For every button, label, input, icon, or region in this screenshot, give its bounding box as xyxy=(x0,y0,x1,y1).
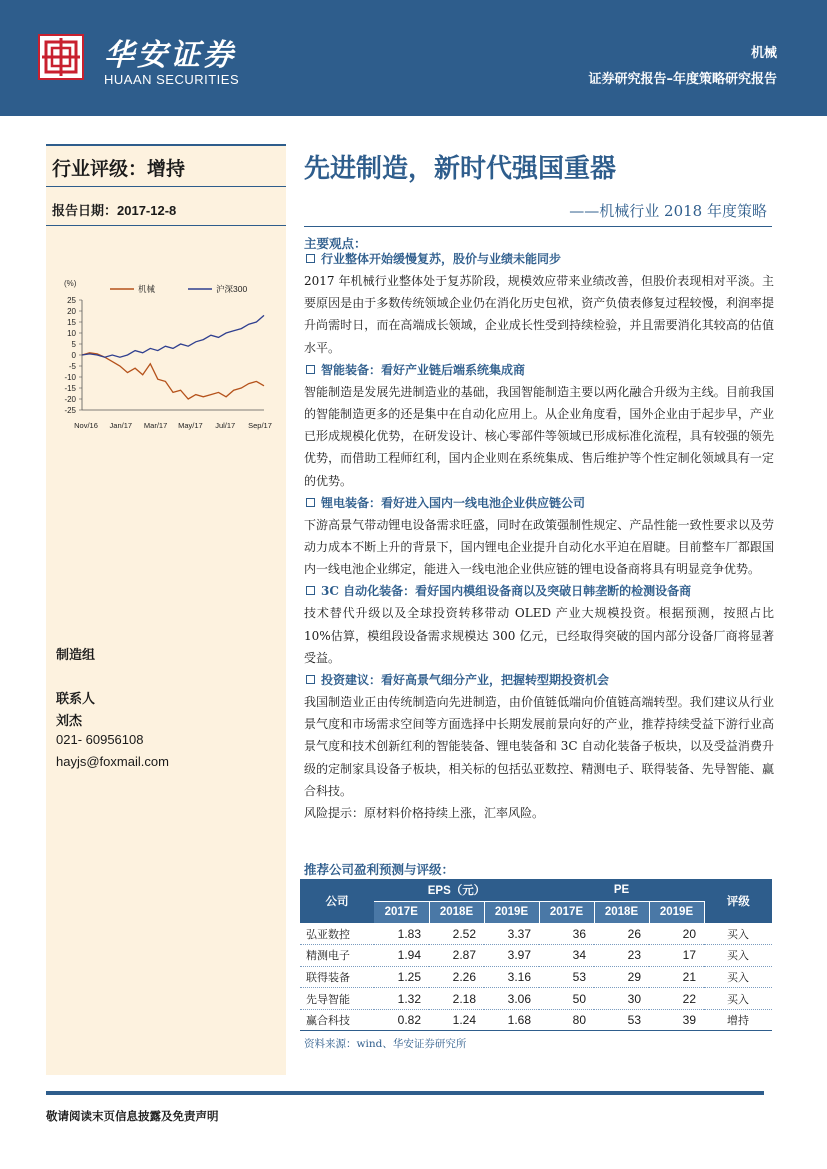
cell: 39 xyxy=(649,1009,704,1031)
chart-y-tick-label: 15 xyxy=(67,318,76,327)
col-year: 2018E xyxy=(429,901,484,923)
cell: 23 xyxy=(594,945,649,967)
chart-y-tick-label: 25 xyxy=(67,296,76,305)
page-header xyxy=(0,0,827,116)
chart-series-line xyxy=(82,353,264,399)
col-year: 2017E xyxy=(539,901,594,923)
cell: 29 xyxy=(594,966,649,988)
chart-legend-label: 机械 xyxy=(138,284,156,294)
cell: 22 xyxy=(649,988,704,1010)
chart-x-tick-label: May/17 xyxy=(178,421,203,430)
logo-icon xyxy=(38,34,84,80)
contact-email[interactable]: hayjs@foxmail.com xyxy=(56,754,169,769)
chart-y-tick-label: -5 xyxy=(68,362,76,371)
chart-x-tick-label: Jan/17 xyxy=(109,421,133,430)
cell: 53 xyxy=(539,966,594,988)
rating-cell: 增持 xyxy=(704,1009,772,1031)
risk-warning: 风险提示：原材料价格持续上涨，汇率风险。 xyxy=(304,806,545,821)
chart-y-tick-label: 5 xyxy=(71,340,76,349)
chart-y-tick-label: 20 xyxy=(67,307,76,316)
section-heading: 锂电装备：看好进入国内一线电池企业供应链公司 xyxy=(304,492,774,514)
cell: 1.83 xyxy=(374,923,429,945)
cell: 34 xyxy=(539,945,594,967)
page-subtitle: ——机械行业 2018 年度策略 xyxy=(569,202,767,220)
main-body xyxy=(304,248,774,824)
table-header-row xyxy=(300,879,772,901)
cell: 21 xyxy=(649,966,704,988)
cell: 30 xyxy=(594,988,649,1010)
logo-english: HUAAN SECURITIES xyxy=(104,72,240,87)
performance-chart xyxy=(52,274,280,444)
chart-series-line xyxy=(82,315,264,357)
col-year: 2018E xyxy=(594,901,649,923)
title-divider xyxy=(304,226,772,227)
industry-rating: 行业评级：增持 xyxy=(46,144,286,187)
table-row xyxy=(300,945,772,967)
chart-y-tick-label: -20 xyxy=(64,395,76,404)
company-name: 赢合科技 xyxy=(300,1009,374,1031)
report-date xyxy=(46,196,286,226)
chart-x-tick-label: Mar/17 xyxy=(143,421,168,430)
col-eps: EPS（元） xyxy=(374,879,539,901)
team-name: 制造组 xyxy=(56,648,96,663)
page-title: 先进制造，新时代强国重器 xyxy=(304,154,617,184)
table-row xyxy=(300,1009,772,1031)
table-row xyxy=(300,923,772,945)
cell: 17 xyxy=(649,945,704,967)
contact-name: 刘杰 xyxy=(56,714,83,729)
chart-y-tick-label: -25 xyxy=(64,406,76,415)
col-rating: 评级 xyxy=(704,879,772,923)
cell: 2.26 xyxy=(429,966,484,988)
rating-cell: 买入 xyxy=(704,945,772,967)
cell: 53 xyxy=(594,1009,649,1031)
chart-unit-label: (%) xyxy=(64,279,77,288)
cell: 3.97 xyxy=(484,945,539,967)
cell: 50 xyxy=(539,988,594,1010)
cell: 3.16 xyxy=(484,966,539,988)
chart-x-tick-label: Sep/17 xyxy=(248,421,272,430)
company-name: 联得装备 xyxy=(300,966,374,988)
section-paragraph: 技术替代升级以及全球投资转移带动 OLED 产业大规模投资。根据预测，按照占比 10%估算，模组段设备需求规模达 300 亿元，已经取得突破的国内部分设备厂商将显著受益。 xyxy=(304,606,774,665)
report-date-value: 2017-12-8 xyxy=(117,203,177,218)
chart-y-tick-label: -10 xyxy=(64,373,76,382)
cell: 0.82 xyxy=(374,1009,429,1031)
cell: 1.32 xyxy=(374,988,429,1010)
contact-label: 联系人 xyxy=(56,692,96,707)
header-sector: 机械 xyxy=(750,46,777,61)
header-report-type: 证券研究报告–年度策略研究报告 xyxy=(588,72,777,87)
cell: 3.06 xyxy=(484,988,539,1010)
cell: 3.37 xyxy=(484,923,539,945)
cell: 1.94 xyxy=(374,945,429,967)
checkbox-bullet-icon xyxy=(306,365,315,374)
table-source: 资料来源：wind、华安证券研究所 xyxy=(304,1038,467,1050)
table-heading: 推荐公司盈利预测与评级： xyxy=(304,862,455,877)
checkbox-bullet-icon xyxy=(306,498,315,507)
chart-x-tick-label: Nov/16 xyxy=(74,421,98,430)
cell: 36 xyxy=(539,923,594,945)
footer-divider xyxy=(46,1091,764,1095)
cell: 1.68 xyxy=(484,1009,539,1031)
chart-legend-label: 沪深300 xyxy=(216,284,248,294)
cell: 26 xyxy=(594,923,649,945)
table-row xyxy=(300,966,772,988)
cell: 80 xyxy=(539,1009,594,1031)
cell: 20 xyxy=(649,923,704,945)
company-name: 先导智能 xyxy=(300,988,374,1010)
section-paragraph: 我国制造业正由传统制造向先进制造，由价值链低端向价值链高端转型。我们建议从行业景气度和市场需求空间等方面选择中长期发展前景向好的产业，推荐持续受益下游行业高景气度和技术创新红利的智能装备、锂电装备和 3C 自动化装备子板块，以及受益消费升级的定制家具设备子板块，相关标的包括弘亚数控、精测电子、联得装备、先导智能、赢合科技。 xyxy=(304,695,774,798)
section-heading: 投资建议：看好高景气细分产业，把握转型期投资机会 xyxy=(304,669,774,691)
col-company: 公司 xyxy=(300,879,374,923)
chart-x-tick-label: Jul/17 xyxy=(215,421,236,430)
col-pe: PE xyxy=(539,879,704,901)
footer-disclaimer[interactable]: 敬请阅读末页信息披露及免责声明 xyxy=(46,1109,219,1123)
performance-chart-svg xyxy=(52,274,280,444)
cell: 1.24 xyxy=(429,1009,484,1031)
forecast-table xyxy=(300,879,772,1031)
chart-y-tick-label: 10 xyxy=(67,329,76,338)
rating-cell: 买入 xyxy=(704,966,772,988)
col-year: 2017E xyxy=(374,901,429,923)
section-paragraph: 下游高景气带动锂电设备需求旺盛，同时在政策强制性规定、产品性能一致性要求以及劳动力成本不断上升的背景下，国内锂电企业提升自动化水平迫在眉睫。目前整车厂都跟国内一线电池企业绑定，能进入一线电池企业供应链的锂电设备商将具有明显竞争优势。 xyxy=(304,517,774,577)
contact-phone: 021- 60956108 xyxy=(56,732,144,747)
cell: 1.25 xyxy=(374,966,429,988)
col-year: 2019E xyxy=(484,901,539,923)
section-paragraph: 智能制造是发展先进制造业的基础，我国智能制造主要以两化融合升级为主线。目前我国的智能制造更多的还是集中在自动化应用上。从企业角度看，国外企业由于起步早，产业已形成规模化优势，在研发设计、核心零部件等领域已形成标准化流程，具有较强的领先优势，而借助工程师红利，国内企业则在系统集成、售后维护等个性定制化领域具有一定的优势。 xyxy=(304,384,774,488)
rating-cell: 买入 xyxy=(704,923,772,945)
chart-y-tick-label: 0 xyxy=(71,351,76,360)
section-paragraph: 2017 年机械行业整体处于复苏阶段，规模效应带来业绩改善，但股价表现相对平淡。主要原因是由于多数传统领域企业仍在消化历史包袱，资产负债表修复过程较慢，利润率提升尚需时日，而在高端成长领域，企业成长性受到持续检验，并且需要消化其较高的估值水平。 xyxy=(304,274,774,355)
viewpoints-heading: 主要观点： xyxy=(304,236,367,251)
section-heading: 智能装备：看好产业链后端系统集成商 xyxy=(304,359,774,381)
report-date-label: 报告日期： xyxy=(52,204,118,219)
logo-chinese: 华安证券 xyxy=(104,38,236,73)
chart-y-tick-label: -15 xyxy=(64,384,76,393)
rating-cell: 买入 xyxy=(704,988,772,1010)
col-year: 2019E xyxy=(649,901,704,923)
table-row xyxy=(300,988,772,1010)
checkbox-bullet-icon xyxy=(306,675,315,684)
cell: 2.52 xyxy=(429,923,484,945)
cell: 2.18 xyxy=(429,988,484,1010)
checkbox-bullet-icon xyxy=(306,254,315,263)
checkbox-bullet-icon xyxy=(306,586,315,595)
cell: 2.87 xyxy=(429,945,484,967)
company-name: 弘亚数控 xyxy=(300,923,374,945)
section-heading: 3C 自动化装备：看好国内模组设备商以及突破日韩垄断的检测设备商 xyxy=(304,580,774,602)
section-heading: 行业整体开始缓慢复苏，股价与业绩未能同步 xyxy=(304,248,774,270)
company-name: 精测电子 xyxy=(300,945,374,967)
